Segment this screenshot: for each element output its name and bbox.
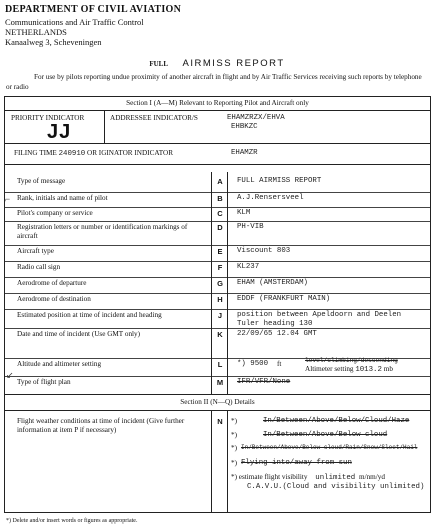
row-j-letter: J: [217, 311, 223, 320]
row-c-label: Pilot's company or service: [17, 209, 93, 217]
row-n-vis-label: estimate flight visibility: [238, 473, 308, 481]
row-l-unit: ft: [277, 360, 282, 368]
filing-label: [14, 149, 173, 159]
addressee-value-1: EHAMZRZX/EHVA: [227, 114, 285, 122]
row-h-label: Aerodrome of destination: [17, 295, 91, 303]
row-divider: [5, 293, 430, 294]
addressee-label: ADDRESSEE INDICATOR/S: [110, 114, 198, 122]
row-n-cavu: C.A.V.U.(Cloud and visibility unlimited): [247, 483, 425, 491]
row-d-label: Registration letters or number or identification markings of aircraft: [17, 223, 188, 240]
row-b-value: A.J.Rensersveel: [237, 194, 304, 202]
row-divider: [5, 207, 430, 208]
row-m-label: Type of flight plan: [17, 378, 71, 386]
division-line: Communications and Air Traffic Control: [5, 17, 144, 27]
row-n-label: Flight weather conditions at time of incident (Give further information at item P if necessary): [17, 417, 185, 434]
row-divider: [5, 328, 430, 329]
row-f-letter: F: [217, 263, 223, 272]
row-divider: [5, 309, 430, 310]
row-k-label: Date and time of incident (Use GMT only): [17, 330, 141, 338]
row-j-label: Estimated position at time of incident and heading: [17, 311, 162, 319]
row-b-label: Rank, initials and name of pilot: [17, 194, 108, 202]
form-title-text: AIRMISS REPORT: [182, 58, 285, 69]
row-a-letter: A: [217, 177, 223, 186]
priority-label: PRIORITY INDICATOR: [11, 114, 85, 122]
row-m-value: IFR/VFR/None: [237, 378, 291, 386]
row-l-setting-value: 1013.2: [355, 366, 382, 374]
priority-value: JJ: [47, 121, 72, 143]
margin-mark-b: ⌐: [5, 194, 11, 204]
row-l-setting: [305, 365, 393, 375]
address-line: Kanaalweg 3, Scheveningen: [5, 37, 102, 47]
originator-value: EHAMZR: [231, 149, 258, 157]
section1-title: Section I (A—M) Relevant to Reporting Pilot and Aircraft only: [126, 99, 309, 107]
intro-text: For use by pilots reporting undue proximity of another aircraft in flight and by Air Traffic Services receiving such reports by telephone or radio: [6, 73, 422, 91]
row-n-opt3-marker: *): [231, 444, 237, 452]
row-n-opt2-marker: *): [231, 431, 237, 439]
department-heading: DEPARTMENT OF CIVIL AVIATION: [5, 4, 182, 15]
row-b-letter: B: [217, 194, 223, 203]
row-g-label: Aerodrome of departure: [17, 279, 87, 287]
row-k-value: 22/09/65 12.04 GMT: [237, 330, 317, 338]
row-h-letter: H: [217, 295, 223, 304]
row-l-setting-unit: mb: [381, 365, 393, 373]
row-f-value: KL237: [237, 263, 260, 271]
row-l-value: *) 9500: [237, 360, 269, 368]
row-c-letter: C: [217, 209, 223, 218]
row-l-note: level/climbing/descending: [305, 357, 398, 364]
filing-time-value: 240910: [58, 150, 86, 158]
row-divider: [5, 192, 430, 193]
row-k-letter: K: [217, 330, 223, 339]
form-title: [0, 58, 434, 69]
row-e-label: Aircraft type: [17, 247, 54, 255]
row-n-opt3: In/Between/Above/Below cloud/Rain/Snow/Sleet/Hail: [241, 444, 418, 451]
row-l-label: Altitude and altimeter setting: [17, 360, 102, 368]
row-n-vis-value: unlimited: [315, 474, 356, 482]
row-j-value: position between Apeldoorn and Deelen: [237, 311, 402, 319]
row-e-letter: E: [217, 247, 223, 256]
row-l-setting-label: Altimeter setting: [305, 365, 356, 373]
row-n-vis-line: *) estimate flight visibility unlimited m/nm/yd: [231, 473, 385, 482]
row-divider: [5, 261, 430, 262]
row-a-value: FULL AIRMISS REPORT: [237, 177, 322, 185]
country-line: NETHERLANDS: [5, 27, 67, 37]
row-divider: [5, 376, 430, 377]
row-c-value: KLM: [237, 209, 251, 217]
row-d-letter: D: [217, 223, 223, 232]
row-n-opt2: In/Between/Above/Below cloud: [263, 431, 388, 439]
form-frame: [4, 96, 431, 513]
row-n-opt1: In/Between/Above/Below/Cloud/Haze: [263, 417, 410, 425]
row-n-opt4-marker: *): [231, 459, 237, 467]
originator-label: OR IGINATOR INDICATOR: [87, 149, 173, 157]
row-n-opt1-marker: *): [231, 417, 237, 425]
row-f-label: Radio call sign: [17, 263, 61, 271]
row-e-value: Viscount 803: [237, 247, 291, 255]
row-l-letter: L: [217, 360, 223, 369]
row-h-value: EDDF (FRANKFURT MAIN): [237, 295, 331, 303]
addressee-value-2: EHBKZC: [231, 123, 258, 131]
row-m-letter: M: [216, 378, 224, 387]
form-title-prefix: FULL: [149, 60, 169, 68]
row-j-value-2: Tuler heading 130: [237, 320, 313, 328]
row-g-value: EHAM (AMSTERDAM): [237, 279, 308, 287]
section2-title: Section II (N—Q) Details: [180, 398, 255, 406]
row-n-letter: N: [217, 417, 223, 426]
row-divider: [5, 245, 430, 246]
row-divider: [5, 221, 430, 222]
row-n-vis-unit: m/nm/yd: [359, 473, 385, 481]
row-n-opt4: Flying into/away from sun: [241, 459, 352, 467]
margin-mark-l: ↙: [6, 370, 14, 380]
footnote: *) Delete and/or insert words or figures as appropriate.: [6, 518, 138, 524]
row-g-letter: G: [217, 279, 223, 288]
row-divider: [5, 277, 430, 278]
row-a-label: Type of message: [17, 177, 66, 185]
filing-time-label: FILING TIME: [14, 149, 57, 157]
row-d-value: PH-VIB: [237, 223, 264, 231]
